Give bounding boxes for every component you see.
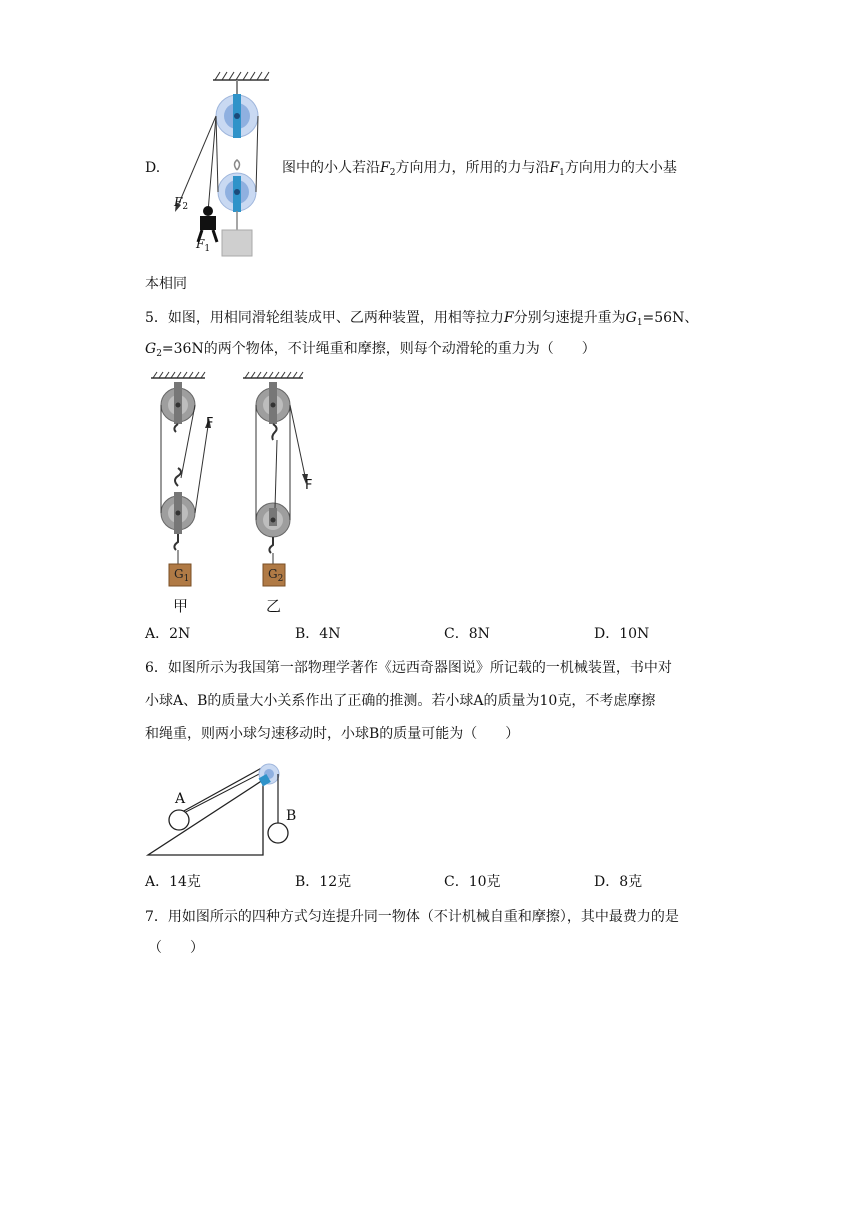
q6-label-b: B <box>286 808 297 824</box>
q5-weight-label-g2: $G_2$ <box>268 567 284 584</box>
q5-stem-line1: 5．如图，用相同滑轮组装成甲、乙两种装置，用相等拉力F分别匀速提升重为$G_1=56N$、 <box>145 310 699 328</box>
q4d-option-text: 图中的小人若沿$F_2$方向用力，所用的力与沿$F_1$方向用力的大小基 <box>282 160 677 178</box>
q6-option-d[interactable]: D．8克 <box>594 874 643 890</box>
q6-stem-line3: 和绳重，则两小球匀速移动时，小球B的质量可能为（ ） <box>145 726 520 742</box>
q6-option-b[interactable]: B．12克 <box>295 874 352 890</box>
q6-stem-line2: 小球A、B的质量大小关系作出了正确的推测。若小球A的质量为10克，不考虑摩擦 <box>145 693 656 709</box>
q5-option-b[interactable]: B．4N <box>295 626 341 642</box>
q5-weight-label-g1: $G_1$ <box>174 567 190 584</box>
q6-option-a[interactable]: A．14克 <box>145 874 201 890</box>
q5-option-c[interactable]: C．8N <box>444 626 490 642</box>
q4d-pulley-figure <box>165 70 275 260</box>
q6-label-a: A <box>175 791 186 807</box>
q6-stem-line1: 6．如图所示为我国第一部物理学著作《远西奇器图说》所记载的一机械装置，书中对 <box>145 660 672 676</box>
q5-caption-jia: 甲 <box>173 597 189 615</box>
q5-pulley-figure <box>145 368 345 593</box>
q4d-figure-f2-label: $F_2$ <box>174 195 189 212</box>
q5-force-label-right: F <box>305 478 313 493</box>
q7-stem-line2: （ ） <box>148 940 204 956</box>
q5-caption-yi: 乙 <box>266 597 282 615</box>
q4d-figure-f1-label: $F_1$ <box>196 237 211 254</box>
q5-option-a[interactable]: A．2N <box>145 626 191 642</box>
q7-stem-line1: 7．用如图所示的四种方式匀连提升同一物体（不计机械自重和摩擦），其中最费力的是 <box>145 909 679 925</box>
q5-option-d[interactable]: D．10N <box>594 626 650 642</box>
q6-option-c[interactable]: C．10克 <box>444 874 501 890</box>
q4d-option-label: D. <box>145 160 161 176</box>
q5-force-label-left: F <box>206 416 214 431</box>
q5-stem-line2: $G_2=36N$的两个物体，不计绳重和摩擦，则每个动滑轮的重力为（ ） <box>145 341 596 359</box>
q4d-option-continuation: 本相同 <box>145 276 187 292</box>
